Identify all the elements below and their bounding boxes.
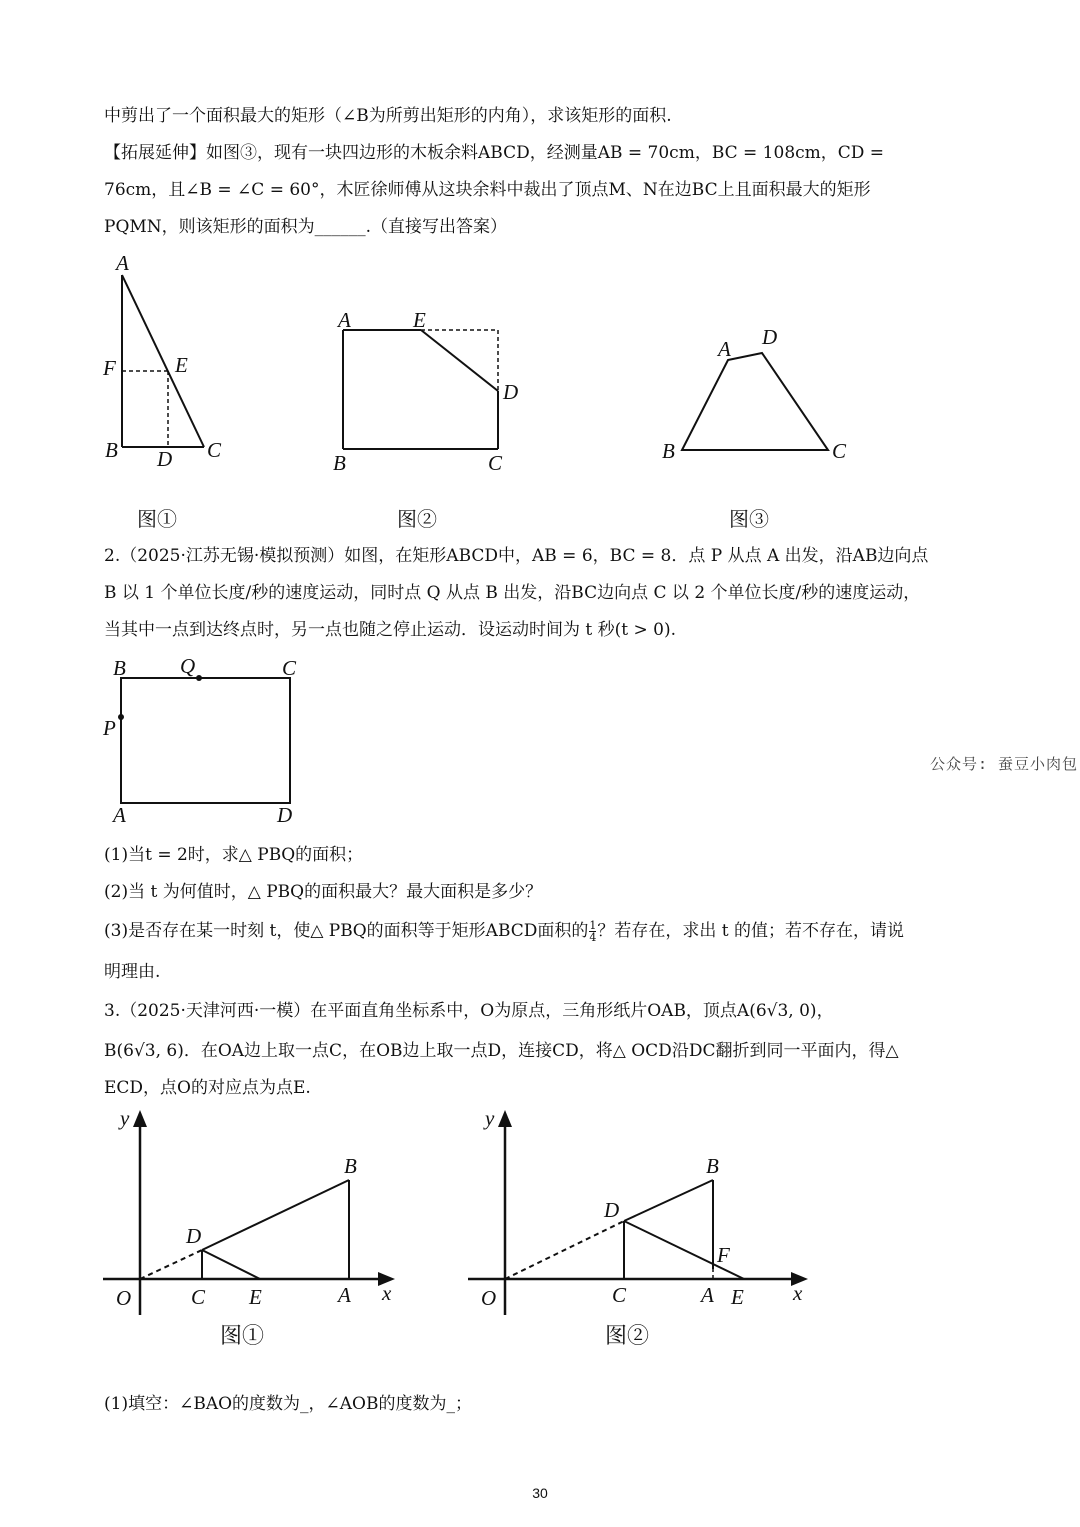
label-C: C (832, 439, 847, 463)
problem2-question-1: (1)当t = 2时，求△ PBQ的面积； (104, 845, 364, 865)
label-A: A (113, 803, 126, 827)
label-A: A (718, 337, 731, 361)
problem2-question-3-end: ？若存在，求出 t 的值；若不存在，请说 (597, 921, 905, 941)
problem2-question-2: (2)当 t 为何值时，△ PBQ的面积最大？最大面积是多少？ (104, 882, 543, 902)
intro-line-2: 【拓展延伸】如图③，现有一块四边形的木板余料ABCD，经测量AB = 70cm，BC = 108cm，CD = (104, 143, 885, 163)
label-D: D (186, 1224, 202, 1248)
label-B: B (662, 439, 675, 463)
label-C: C (207, 438, 222, 462)
fraction-one-quarter: $\frac{1}{4}$ (589, 919, 597, 944)
label-F: F (717, 1243, 730, 1267)
figure-2-caption: 图② (397, 507, 437, 531)
label-C: C (282, 656, 297, 680)
segment-DE (202, 1250, 260, 1279)
label-A: A (338, 1283, 351, 1307)
label-E: E (175, 353, 188, 377)
label-P: P (103, 716, 116, 740)
figure-3-quadrilateral (655, 320, 875, 470)
problem2-question-3-start: (3)是否存在某一时刻 t，使△ PBQ的面积等于矩形ABCD面积的 (104, 921, 589, 941)
label-Q: Q (180, 654, 196, 678)
problem3-question-1: (1)填空：∠BAO的度数为_，∠AOB的度数为_； (104, 1394, 472, 1414)
problem3-line-3: ECD，点O的对应点为点E. (104, 1078, 311, 1098)
label-y: y (120, 1106, 130, 1130)
label-D: D (157, 447, 173, 471)
segment-DB (202, 1180, 349, 1250)
page-number: 30 (532, 1485, 548, 1501)
label-F: F (103, 356, 116, 380)
problem2-line-1: 2.（2025·江苏无锡·模拟预测）如图，在矩形ABCD中，AB = 6，BC = 8．点 P 从点 A 出发，沿AB边向点 (104, 546, 929, 566)
label-A: A (116, 251, 129, 275)
label-D: D (604, 1198, 620, 1222)
label-A: A (701, 1283, 714, 1307)
rectangle-ABCD (121, 678, 290, 803)
segment-DB (624, 1180, 713, 1221)
label-D: D (277, 803, 293, 827)
figure-1-triangle (95, 250, 255, 490)
label-B: B (333, 451, 346, 475)
label-C: C (191, 1285, 206, 1309)
problem3-line-2: B(6√3, 6)．在OA边上取一点C，在OB边上取一点D，连接CD，将△ OCD沿DC翻折到同一平面内，得△ (104, 1041, 899, 1061)
dashed-OD (140, 1250, 202, 1279)
label-C: C (488, 451, 503, 475)
label-x: x (793, 1281, 803, 1305)
label-D: D (762, 325, 778, 349)
problem2-line-3: 当其中一点到达终点时，另一点也随之停止运动．设运动时间为 t 秒(t > 0). (104, 620, 677, 640)
problem2-question-3-cont: 明理由. (104, 962, 161, 982)
figure-3-caption: 图③ (729, 507, 769, 531)
label-A: A (338, 308, 351, 332)
label-B: B (105, 438, 118, 462)
y-axis-arrow (498, 1110, 512, 1127)
intro-line-3: 76cm，且∠B = ∠C = 60°，木匠徐师傅从这块余料中裁出了顶点M、N在边BC上且面积最大的矩形 (104, 180, 871, 200)
caption: 图① (220, 1323, 265, 1348)
problem3-line-1: 3.（2025·天津河西·一模）在平面直角坐标系中，O为原点，三角形纸片OAB，顶点A(6√3, 0)， (104, 1001, 834, 1021)
problem2-line-2: B 以 1 个单位长度/秒的速度运动，同时点 Q 从点 B 出发，沿BC边向点 C 以 2 个单位长度/秒的速度运动， (104, 583, 921, 603)
label-C: C (612, 1283, 627, 1307)
label-E: E (731, 1285, 744, 1309)
problem3-figure-1 (95, 1105, 425, 1365)
label-B: B (344, 1154, 357, 1178)
figure-1-caption: 图① (137, 507, 177, 531)
label-E: E (249, 1285, 262, 1309)
figure-rectangle-ABCD (95, 655, 315, 835)
label-B: B (113, 656, 126, 680)
point-Q (196, 675, 202, 681)
label-y: y (485, 1106, 495, 1130)
label-x: x (382, 1281, 392, 1305)
segment-AC (122, 275, 204, 447)
intro-line-1: 中剪出了一个面积最大的矩形（∠B为所剪出矩形的内角），求该矩形的面积. (104, 106, 672, 126)
label-O: O (116, 1286, 132, 1310)
point-P (118, 714, 124, 720)
problem3-figure-2 (460, 1105, 820, 1365)
watermark: 公众号: 蚕豆小肉包 (929, 755, 1078, 773)
quadrilateral-ABCD (682, 353, 828, 450)
y-axis-arrow (133, 1110, 147, 1127)
problem2-question-3 (104, 920, 904, 943)
dashed-OD (505, 1221, 624, 1279)
label-O: O (481, 1286, 497, 1310)
label-E: E (413, 308, 426, 332)
intro-line-4: PQMN，则该矩形的面积为______.（直接写出答案） (104, 217, 508, 237)
segment-ED (421, 330, 498, 391)
label-D: D (503, 380, 519, 404)
caption: 图② (605, 1323, 650, 1348)
figure-2-cut-rectangle (330, 310, 550, 480)
label-B: B (706, 1154, 719, 1178)
